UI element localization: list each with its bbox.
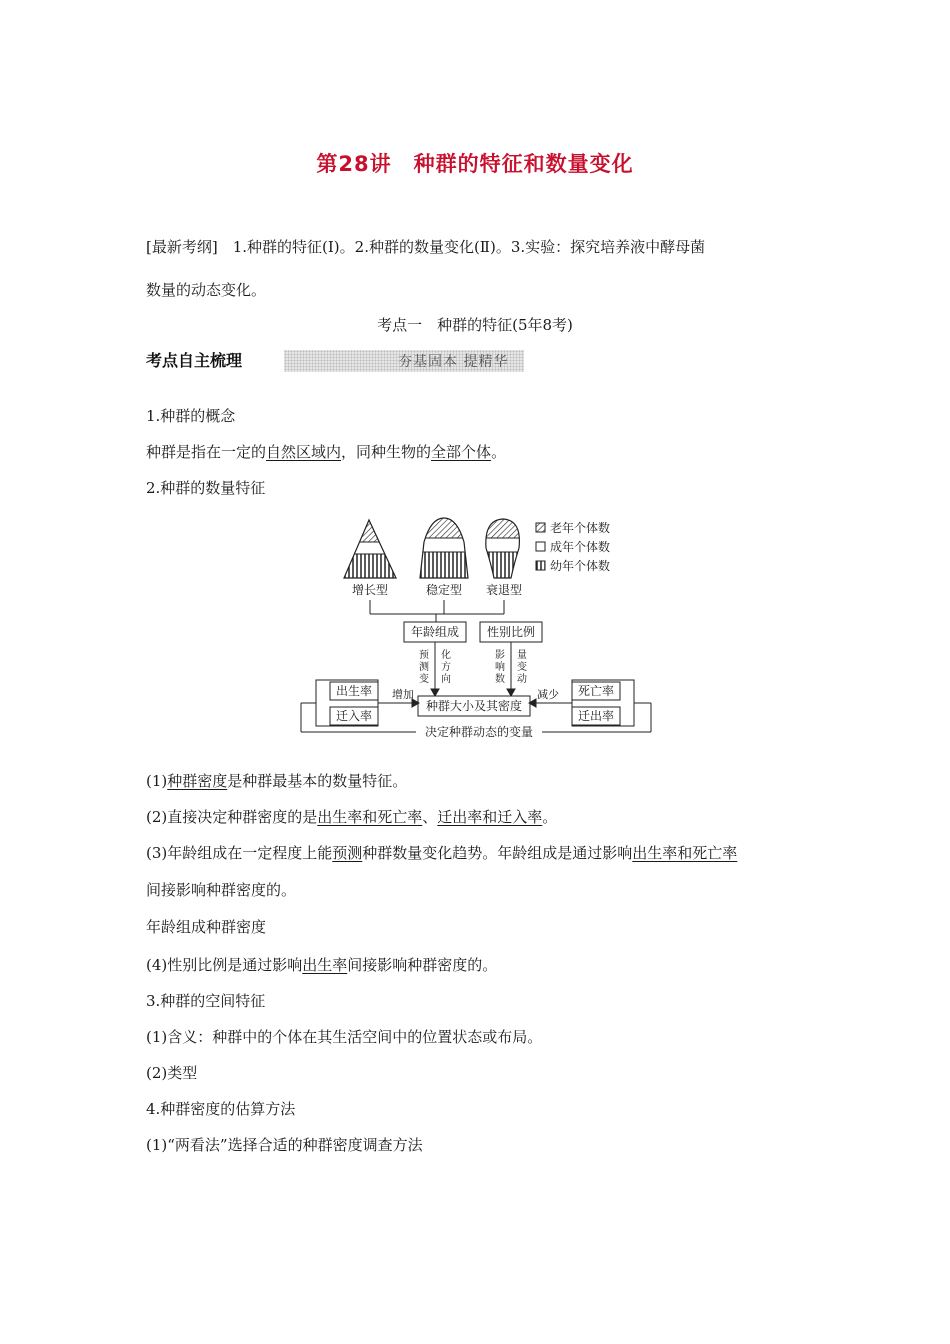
banner-tag: 考点自主梳理 — [146, 351, 243, 370]
legend — [536, 520, 610, 573]
p2: (2)直接决定种群密度的是出生率和死亡率、迁出率和迁入率。 — [146, 808, 558, 826]
ann-age-right-1: 方 — [441, 662, 451, 673]
ann-sex-left-2: 数 — [495, 674, 505, 685]
death-rate-label: 死亡率 — [577, 684, 615, 698]
s3-item2: (2)类型 — [146, 1064, 198, 1082]
pyramid-growth — [336, 512, 406, 580]
bottom-label: 决定种群动态的变量 — [424, 725, 534, 739]
ann-age-right-2: 向 — [441, 674, 451, 685]
s3-item1: (1)含义：种群中的个体在其生活空间中的位置状态或布局。 — [146, 1028, 543, 1046]
ann-age-left-2: 变 — [419, 674, 429, 685]
p1: (1)种群密度是种群最基本的数量特征。 — [146, 772, 408, 790]
blank-all-individuals: 全部个体 — [431, 443, 492, 461]
syllabus-line-2: 数量的动态变化。 — [146, 281, 267, 299]
legend-adult: 成年个体数 — [550, 540, 611, 554]
legend-swatch-young — [536, 561, 545, 570]
p3b: 年龄组成种群密度 — [146, 918, 267, 936]
age-composition-label: 年龄组成 — [410, 625, 460, 639]
population-density-label: 种群大小及其密度 — [425, 699, 523, 713]
blank-birth-death: 出生率和死亡率 — [317, 808, 423, 826]
ann-age-right-0: 化 — [441, 650, 451, 661]
pyramid-stable — [416, 512, 472, 580]
ann-age-left-0: 预 — [419, 650, 429, 661]
s4-item1: (1)“两看法”选择合适的种群密度调查方法 — [146, 1136, 423, 1154]
banner-motto: 夯基固本 提精华 — [398, 354, 509, 370]
label-declining: 衰退型 — [485, 583, 523, 597]
blank-birth-death-2: 出生率和死亡率 — [632, 844, 738, 862]
immigration-rate-label: 迁入率 — [335, 709, 373, 723]
ann-sex-right-0: 量 — [517, 650, 527, 661]
review-banner — [146, 348, 524, 374]
legend-swatch-old — [536, 523, 545, 532]
s4-heading: 4.种群密度的估算方法 — [146, 1100, 296, 1118]
label-stable: 稳定型 — [425, 583, 463, 597]
blank-population-density: 种群密度 — [167, 772, 228, 790]
s1-heading: 1.种群的概念 — [146, 407, 236, 425]
legend-swatch-adult — [536, 542, 545, 551]
ann-sex-right-1: 变 — [517, 662, 527, 673]
pyramid-bracket — [370, 600, 504, 622]
ann-age-left-1: 测 — [419, 662, 429, 673]
population-characteristics-diagram — [296, 512, 660, 744]
page-title: 第28讲 种群的特征和数量变化 — [316, 152, 634, 176]
label-growth: 增长型 — [351, 583, 389, 597]
ann-sex-left-1: 响 — [495, 662, 505, 673]
increase-label: 增加 — [392, 688, 414, 701]
blank-emig-immig: 迁出率和迁入率 — [437, 808, 543, 826]
blank-natural-area: 自然区域内 — [266, 443, 342, 461]
legend-old: 老年个体数 — [550, 521, 611, 535]
legend-young: 幼年个体数 — [550, 559, 611, 573]
syllabus-line-1: [最新考纲] 1.种群的特征(Ⅰ)。2.种群的数量变化(Ⅱ)。3.实验：探究培养液中酵母菌 — [146, 238, 706, 256]
s1-text: 种群是指在一定的自然区域内，同种生物的全部个体。 — [146, 443, 507, 461]
blank-birth-rate: 出生率 — [302, 956, 348, 974]
ann-sex-right-2: 动 — [517, 674, 527, 685]
section-heading: 考点一 种群的特征(5年8考) — [377, 316, 573, 334]
s2-heading: 2.种群的数量特征 — [146, 479, 266, 497]
emigration-rate-label: 迁出率 — [577, 709, 615, 723]
sex-ratio-label: 性别比例 — [486, 625, 536, 639]
s3-heading: 3.种群的空间特征 — [146, 992, 266, 1010]
blank-predict: 预测 — [332, 844, 363, 862]
decrease-label: 减少 — [537, 688, 559, 701]
pyramid-declining — [481, 512, 523, 580]
ann-sex-left-0: 影 — [495, 650, 505, 661]
p3: (3)年龄组成在一定程度上能预测种群数量变化趋势。年龄组成是通过影响出生率和死亡率 — [146, 844, 738, 862]
p3-line2: 间接影响种群密度的。 — [146, 881, 297, 899]
birth-rate-label: 出生率 — [335, 684, 373, 698]
p4: (4)性别比例是通过影响出生率间接影响种群密度的。 — [146, 956, 498, 974]
